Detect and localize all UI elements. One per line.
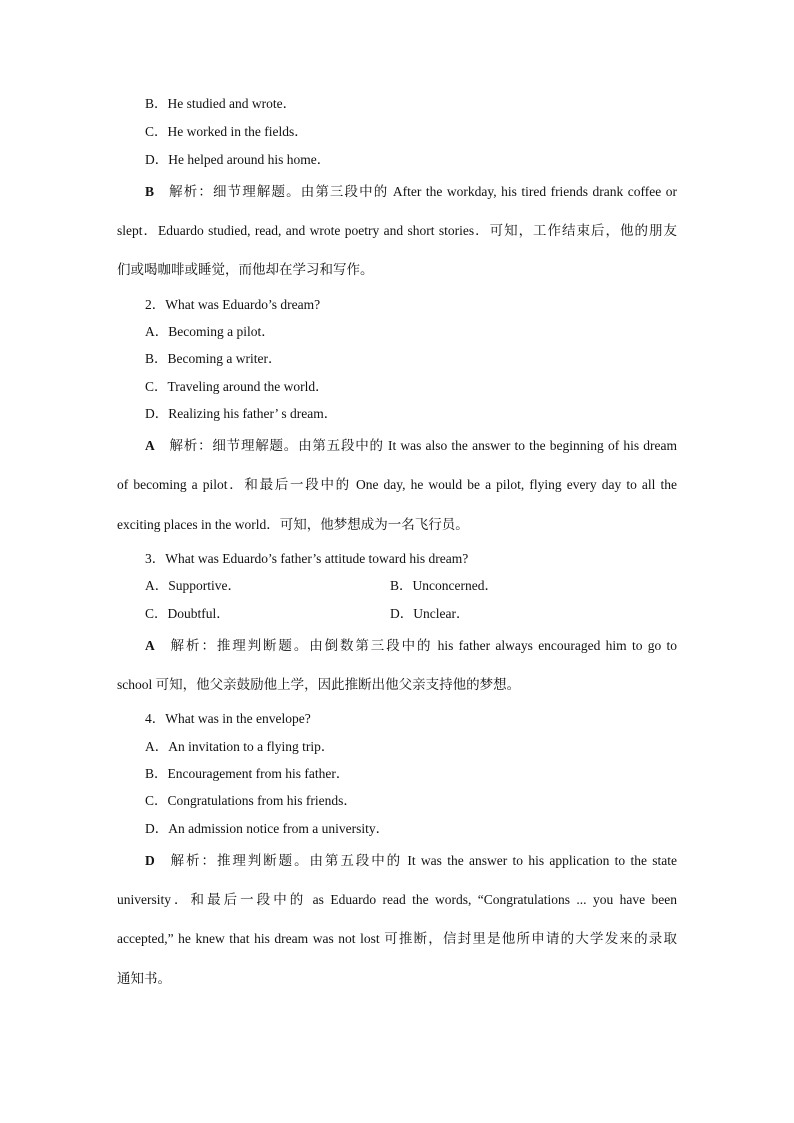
q4-explanation-line-4: 通知书。 xyxy=(117,971,171,986)
q3-option-c: C．Doubtful． xyxy=(145,606,230,621)
q4-explanation-line-2: university．和最后一段中的 as Eduardo read the words, “Congratulations ... you have been xyxy=(117,892,677,907)
q2-option-d: D．Realizing his father’ s dream． xyxy=(145,406,338,421)
q1-explanation-line-2: slept．Eduardo studied, read, and wrote poetry and short stories．可知，工作结束后，他的朋友 xyxy=(117,223,677,238)
q4-explanation-line-1 xyxy=(145,853,677,869)
q2-option-a: A．Becoming a pilot． xyxy=(145,324,275,339)
q4-question: 4．What was in the envelope? xyxy=(145,711,311,726)
q2-answer-letter: A xyxy=(145,438,155,453)
q2-question: 2．What was Eduardo’s dream? xyxy=(145,297,321,312)
q2-explanation-text-1: 解析：细节理解题。由第五段中的 It was also the answer to the beginning of his dream xyxy=(168,438,677,453)
q2-explanation-line-3: exciting places in the world．可知，他梦想成为一名飞行员。 xyxy=(117,517,469,532)
q4-answer-letter: D xyxy=(145,853,155,868)
q4-explanation-line-3: accepted,” he knew that his dream was not lost 可推断，信封里是他所申请的大学发来的录取 xyxy=(117,931,677,946)
q4-option-c: C．Congratulations from his friends． xyxy=(145,793,357,808)
q3-explanation-line-1 xyxy=(145,638,677,654)
q1-option-c: C．He worked in the fields． xyxy=(145,124,308,139)
q3-option-d: D．Unclear． xyxy=(390,606,470,621)
q3-option-b: B．Unconcerned． xyxy=(390,578,498,593)
q3-question: 3．What was Eduardo’s father’s attitude toward his dream? xyxy=(145,551,469,566)
q2-explanation-line-1 xyxy=(145,438,677,454)
q2-option-b: B．Becoming a writer． xyxy=(145,351,282,366)
q1-option-d: D．He helped around his home． xyxy=(145,152,331,167)
q1-explanation-line-3: 们或喝咖啡或睡觉，而他却在学习和写作。 xyxy=(117,262,374,277)
q1-explanation-text-1: 解析：细节理解题。由第三段中的 After the workday, his tired friends drank coffee or xyxy=(168,184,677,199)
q3-explanation-text-1: 解析：推理判断题。由倒数第三段中的 his father always encouraged him to go to xyxy=(168,638,677,653)
q1-answer-letter: B xyxy=(145,184,155,199)
q2-option-c: C．Traveling around the world． xyxy=(145,379,329,394)
q1-option-b: B．He studied and wrote． xyxy=(145,96,297,111)
q4-option-b: B．Encouragement from his father． xyxy=(145,766,350,781)
q4-explanation-text-1: 解析：推理判断题。由第五段中的 It was the answer to his application to the state xyxy=(168,853,677,868)
q3-option-a: A．Supportive． xyxy=(145,578,241,593)
q3-explanation-line-2: school 可知，他父亲鼓励他上学，因此推断出他父亲支持他的梦想。 xyxy=(117,677,521,692)
q4-option-a: A．An invitation to a flying trip． xyxy=(145,739,335,754)
q2-explanation-line-2: of becoming a pilot．和最后一段中的 One day, he would be a pilot, flying every day to all the xyxy=(117,477,677,492)
q1-explanation-line-1 xyxy=(145,184,677,200)
q4-option-d: D．An admission notice from a university． xyxy=(145,821,390,836)
q3-answer-letter: A xyxy=(145,638,155,653)
